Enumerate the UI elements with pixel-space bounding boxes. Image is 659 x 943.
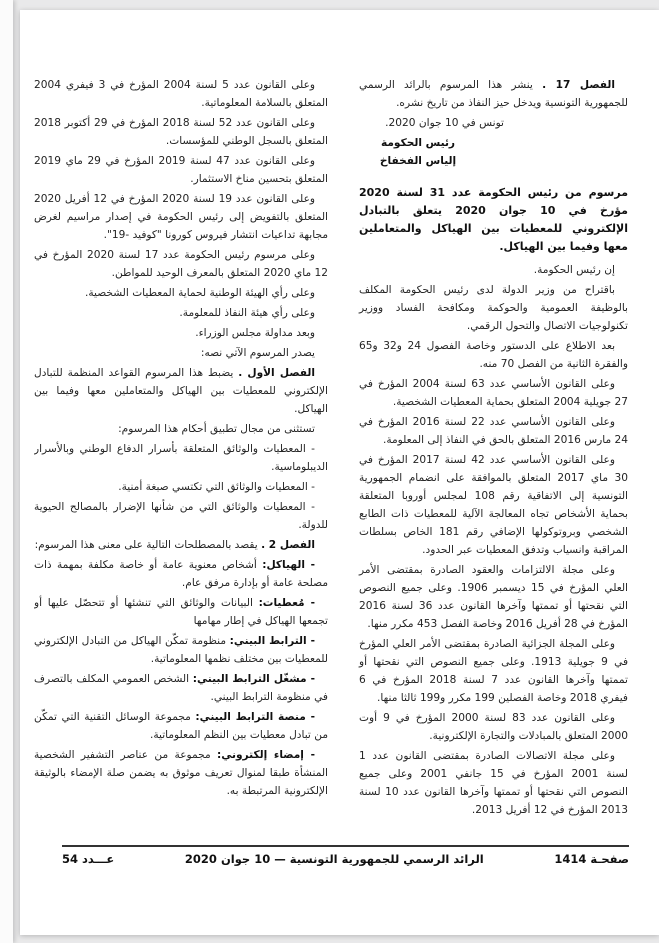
two-column-text: [34, 76, 628, 845]
place-date-line: تونس في 10 جوان 2020.: [385, 117, 504, 129]
visa-law-63-2004: وعلى القانون الأساسي عدد 63 لسنة 2004 المؤرخ في 27 جويلية 2004 المتعلق بحماية المعطيات الشخصية.: [359, 378, 628, 408]
article-2: الفصل 2 . يقصد بالمصطلحات التالية على معنى هذا المرسوم:: [34, 539, 315, 551]
visa-law-22-2016: وعلى القانون الأساسي عدد 22 لسنة 2016 المؤرخ في 24 مارس 2016 المتعلق بالحق في النفاذ إلى المعلومة.: [359, 416, 628, 446]
visa-telecom-code-2001: وعلى مجلة الاتصالات الصادرة بمقتضى القانون عدد 1 لسنة 2001 المؤرخ في 15 جانفي 2001 وعلى جميع النصوص التي نقحتها أو تممتها وآخرها القانون عدد 10 لسنة 2013 المؤرخ في 12 أفريل 2013.: [359, 750, 628, 816]
visa-law-42-2017: وعلى القانون الأساسي عدد 42 لسنة 2017 المؤرخ في 30 ماي 2017 المتعلق بالموافقة على انضمام الجمهورية التونسية إلى الاتفاقية رقم 108 لمجلس أوروبا المتعلقة بحماية الأشخاص تجاه المعالجة الآلية للمعطيات ذات الطابع الشخصي وبروتوكولها الإضافي رقم 181 الخاص بسلطات المراقبة وانسياب وتدفق المعطيات عبر الحدود.: [359, 454, 628, 556]
definition-operator: - مشغّل الترابط البيني: الشخص العمومي المكلف بالتصرف في منظومة الترابط البيني.: [34, 673, 328, 703]
exclusion-item-1: - المعطيات والوثائق المتعلقة بأسرار الدفاع الوطني وبالأسرار الديبلوماسية.: [34, 443, 328, 473]
definition-esignature-lead: - إمضاء إلكتروني:: [217, 749, 316, 761]
column-right: [359, 76, 628, 845]
column-left: [34, 76, 328, 845]
definition-esignature: - إمضاء إلكتروني: مجموعة من عناصر التشفير الشخصية المنشأة طبقا لمنوال تعريف موثوق به يضمن صلة الإمضاء بالوثيقة الإلكترونية المرتبطة به.: [34, 749, 328, 797]
article-17-publication-lead: الفصل 17 .: [542, 79, 615, 91]
page-number-label: صفحـة 1414: [554, 852, 629, 866]
definition-structures-lead: - الهياكل:: [262, 559, 315, 571]
article-1: الفصل الأول . يضبط هذا المرسوم القواعد المنظمة للتبادل الإلكتروني للمعطيات بين الهياكل والمتعاملين معها وفيما بين الهياكل.: [34, 367, 328, 415]
visa-decree-17-2020: وعلى مرسوم رئيس الحكومة عدد 17 لسنة 2020 المؤرخ في 12 ماي 2020 المتعلق بالمعرف الوحيد للمواطن.: [34, 249, 328, 279]
visa-law-47-2019: وعلى القانون عدد 47 لسنة 2019 المؤرخ في 29 ماي 2019 المتعلق بتحسين مناخ الاستثمار.: [34, 155, 328, 185]
visa-law-83-2000: وعلى القانون عدد 83 لسنة 2000 المؤرخ في 9 أوت 2000 المتعلق بالمبادلات والتجارة الإلكترونية.: [359, 712, 628, 742]
visa-data-protection-authority: وعلى رأي الهيئة الوطنية لحماية المعطيات الشخصية.: [84, 287, 315, 299]
definition-platform-lead: - منصة الترابط البيني:: [195, 711, 315, 723]
visa-constitution: بعد الاطلاع على الدستور وخاصة الفصول 24 و32 و65 والفقرة الثانية من الفصل 70 منه.: [359, 340, 628, 370]
article-1-lead: الفصل الأول .: [238, 367, 315, 379]
article-2-lead: الفصل 2 .: [261, 539, 315, 551]
visa-code-obligations-1906: وعلى مجلة الالتزامات والعقود الصادرة بمقتضى الأمر العلي المؤرخ في 15 ديسمبر 1906. وعلى جميع النصوص التي نقحتها أو تممتها وآخرها القانون عدد 36 لسنة 2016 المؤرخ في 28 أفريل 2016 وخاصة الفصل 453 مكرر منها.: [359, 564, 628, 630]
page-footer: [62, 845, 629, 866]
visa-cabinet-deliberation: وبعد مداولة مجلس الوزراء.: [195, 327, 315, 339]
premier-line: إن رئيس الحكومة.: [533, 264, 615, 276]
enactment-line: يصدر المرسوم الآتي نصه:: [200, 347, 315, 359]
definition-data: - مُعطيات: البيانات والوثائق التي تنشئها أو تتحصّل عليها أو تجمعها الهياكل في إطار مهامها: [34, 597, 328, 627]
definition-structures: - الهياكل: أشخاص معنوية عامة أو خاصة مكلفة بمهمة ذات مصلحة عامة أو بإدارة مرفق عام.: [34, 559, 328, 589]
signer-name: إلياس الفخفاخ: [379, 155, 457, 167]
journal-title-line: الرائد الرسمي للجمهورية التونسية — 10 جوان 2020: [184, 852, 484, 866]
adjacent-page-edge: [0, 0, 13, 943]
decree-31-heading: مرسوم من رئيس الحكومة عدد 31 لسنة 2020 مؤرخ في 10 جوان 2020 يتعلق بالتبادل الإلكتروني للمعطيات بين الهياكل والمتعاملين معها وفيما بين الهياكل.: [359, 186, 628, 253]
article-17-publication: الفصل 17 . ينشر هذا المرسوم بالرائد الرسمي للجمهورية التونسية ويدخل حيز النفاذ من تاريخ نشره.: [359, 79, 628, 109]
page-content: [34, 76, 628, 845]
gazette-page: [20, 10, 659, 935]
proposal-line: باقتراح من وزير الدولة لدى رئيس الحكومة المكلف بالوظيفة العمومية والحوكمة ومكافحة الفساد ووزير تكنولوجيات الاتصال والتحول الرقمي.: [359, 284, 628, 332]
signer-title: رئيس الحكومة: [380, 137, 456, 149]
visa-law-5-2004: وعلى القانون عدد 5 لسنة 2004 المؤرخ في 3 فيفري 2004 المتعلق بالسلامة المعلوماتية.: [34, 79, 328, 109]
exclusion-item-3: - المعطيات والوثائق التي من شأنها الإضرار بالمصالح الحيوية للدولة.: [34, 501, 328, 531]
visa-law-19-2020: وعلى القانون عدد 19 لسنة 2020 المؤرخ في 12 أفريل 2020 المتعلق بالتفويض إلى رئيس الحكومة في إصدار مراسيم لغرض مجابهة تداعيات انتشار فيروس كورونا "كوفيد -19".: [34, 193, 328, 241]
definition-data-lead: - مُعطيات:: [258, 597, 315, 609]
visa-access-info-authority: وعلى رأي هيئة النفاذ للمعلومة.: [179, 307, 315, 319]
visa-penal-code-1913: وعلى المجلة الجزائية الصادرة بمقتضى الأمر العلي المؤرخ في 9 جويلية 1913. وعلى جميع النصوص التي نقحتها أو تممتها وآخرها القانون عدد 7 لسنة 2018 المؤرخ في 6 فيفري 2018 وخاصة الفصلين 199 مكرر و199 ثالثا منها.: [359, 638, 628, 704]
visa-law-52-2018: وعلى القانون عدد 52 لسنة 2018 المؤرخ في 29 أكتوبر 2018 المتعلق بالسجل الوطني للمؤسسات.: [34, 117, 328, 147]
definition-interconnection: - الترابط البيني: منظومة تمكّن الهياكل من التبادل الإلكتروني للمعطيات بين مختلف نظمها المعلوماتية.: [34, 635, 328, 665]
exclusions-intro: تستثنى من مجال تطبيق أحكام هذا المرسوم:: [118, 423, 315, 435]
definition-operator-lead: - مشغّل الترابط البيني:: [192, 673, 315, 685]
definition-platform: - منصة الترابط البيني: مجموعة الوسائل التقنية التي تمكّن من تبادل معطيات بين النظم المعلوماتية.: [34, 711, 328, 741]
issue-number-label: عـــدد 54: [62, 852, 115, 866]
definition-interconnection-lead: - الترابط البيني:: [229, 635, 315, 647]
exclusion-item-2: - المعطيات والوثائق التي تكتسي صبغة أمنية.: [118, 481, 315, 493]
